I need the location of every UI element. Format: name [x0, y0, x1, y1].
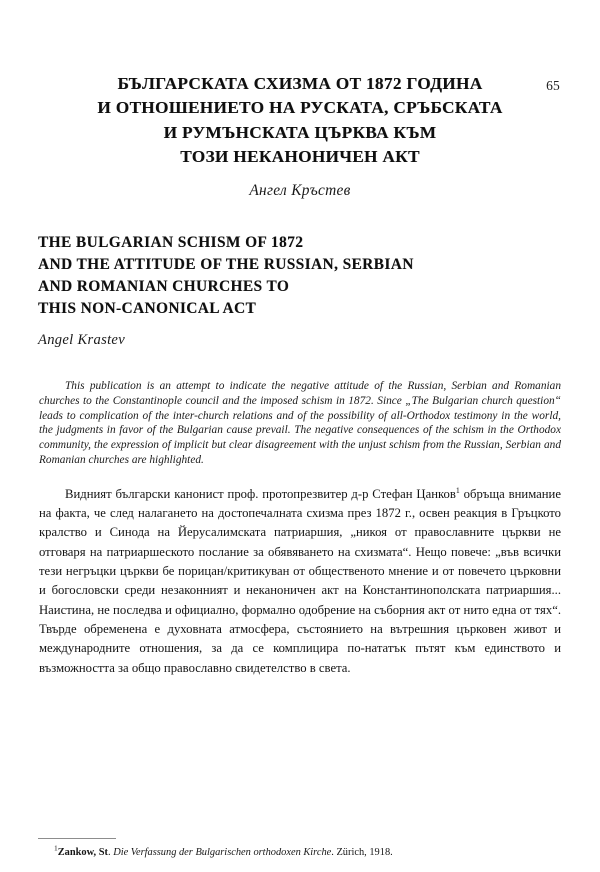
footnote-marker: 1 — [54, 844, 58, 854]
english-title-line-1: THE BULGARIAN SCHISM OF 1872 — [38, 233, 304, 251]
bulgarian-title — [38, 72, 562, 170]
abstract-paragraph: This publication is an attempt to indicate the negative attitude of the Russian, Serbian and Romanian churches to the Constantinople council and the imposed schism in 1872. Since „The Bulgarian church question“ leads to complication of the inter-church relations and of the possibility of all-Orthodox testimony in the world, the judgments in favor of the Bulgarian cause prevail. The negative consequences of the schism in the Orthodox community, the expression of implicit but clear disagreement with the unjust schism from the Russian, Serbian and Romanian churches are highlighted. — [39, 380, 561, 466]
body-paragraph — [38, 485, 562, 679]
english-title-line-2: AND THE ATTITUDE OF THE RUSSIAN, SERBIAN — [38, 255, 414, 273]
bulgarian-author: Ангел Кръстев — [249, 181, 351, 199]
footnote-publication: . Zürich, 1918. — [331, 847, 393, 859]
body-text-part-1: Видният български канонист проф. протопрезвитер д-р Стефан Цанков — [65, 486, 456, 501]
footnote-separator — [38, 838, 116, 839]
bulgarian-title-line-2: И ОТНОШЕНИЕТО НА РУСКАТА, СРЪБСКАТА — [97, 98, 503, 118]
footnote-area — [38, 838, 562, 860]
bulgarian-title-line-4: ТОЗИ НЕКАНОНИЧЕН АКТ — [180, 147, 420, 167]
footnote-separator-text: . — [107, 847, 114, 859]
english-title-line-4: THIS NON-CANONICAL ACT — [38, 300, 257, 318]
english-title-block — [38, 232, 562, 350]
document-page — [0, 72, 600, 872]
footnote-entry — [38, 846, 562, 860]
english-title — [38, 232, 562, 321]
english-author: Angel Krastev — [38, 332, 125, 349]
footnote-author: Zankow, St — [57, 847, 108, 859]
english-title-line-3: AND ROMANIAN CHURCHES TO — [38, 278, 290, 296]
bulgarian-title-block — [38, 72, 562, 200]
bulgarian-title-line-3: И РУМЪНСКАТА ЦЪРКВА КЪМ — [163, 122, 437, 142]
bulgarian-title-line-1: БЪЛГАРСКАТА СХИЗМА ОТ 1872 ГОДИНА — [117, 74, 483, 93]
body-text-part-2: обръща внимание на факта, че след налагането на достопечалната схизма през 1872 г., освен реакция в Гръцкото кралство и Синода на Йерусалимската патриаршия, „никоя от православните църкви не отговаря на патриаршеското послание за обявяването на схизмата“. Нещо повече: „във всички тези негръцки църкви бе порицан/критикуван от общественото мнение и от повечето църковни и богословски среди незаконният и неканоничен акт на Константинополската патриаршия... Наистина, не последва и официално, формално одобрение на съборния акт от нито една от тях“. Твърде обременена е духовната атмосфера, състоянието на вътрешния църковен живот и международните отношения, за да се комплицира по-нататък пътят към единството и възможността за общо православно свидетелство в света. — [39, 486, 561, 675]
footnote-work-title: Die Verfassung der Bulgarischen orthodoxen Kirche — [113, 847, 332, 859]
page-number: 65 — [546, 78, 560, 93]
footnote-reference[interactable]: 1 — [455, 485, 460, 495]
